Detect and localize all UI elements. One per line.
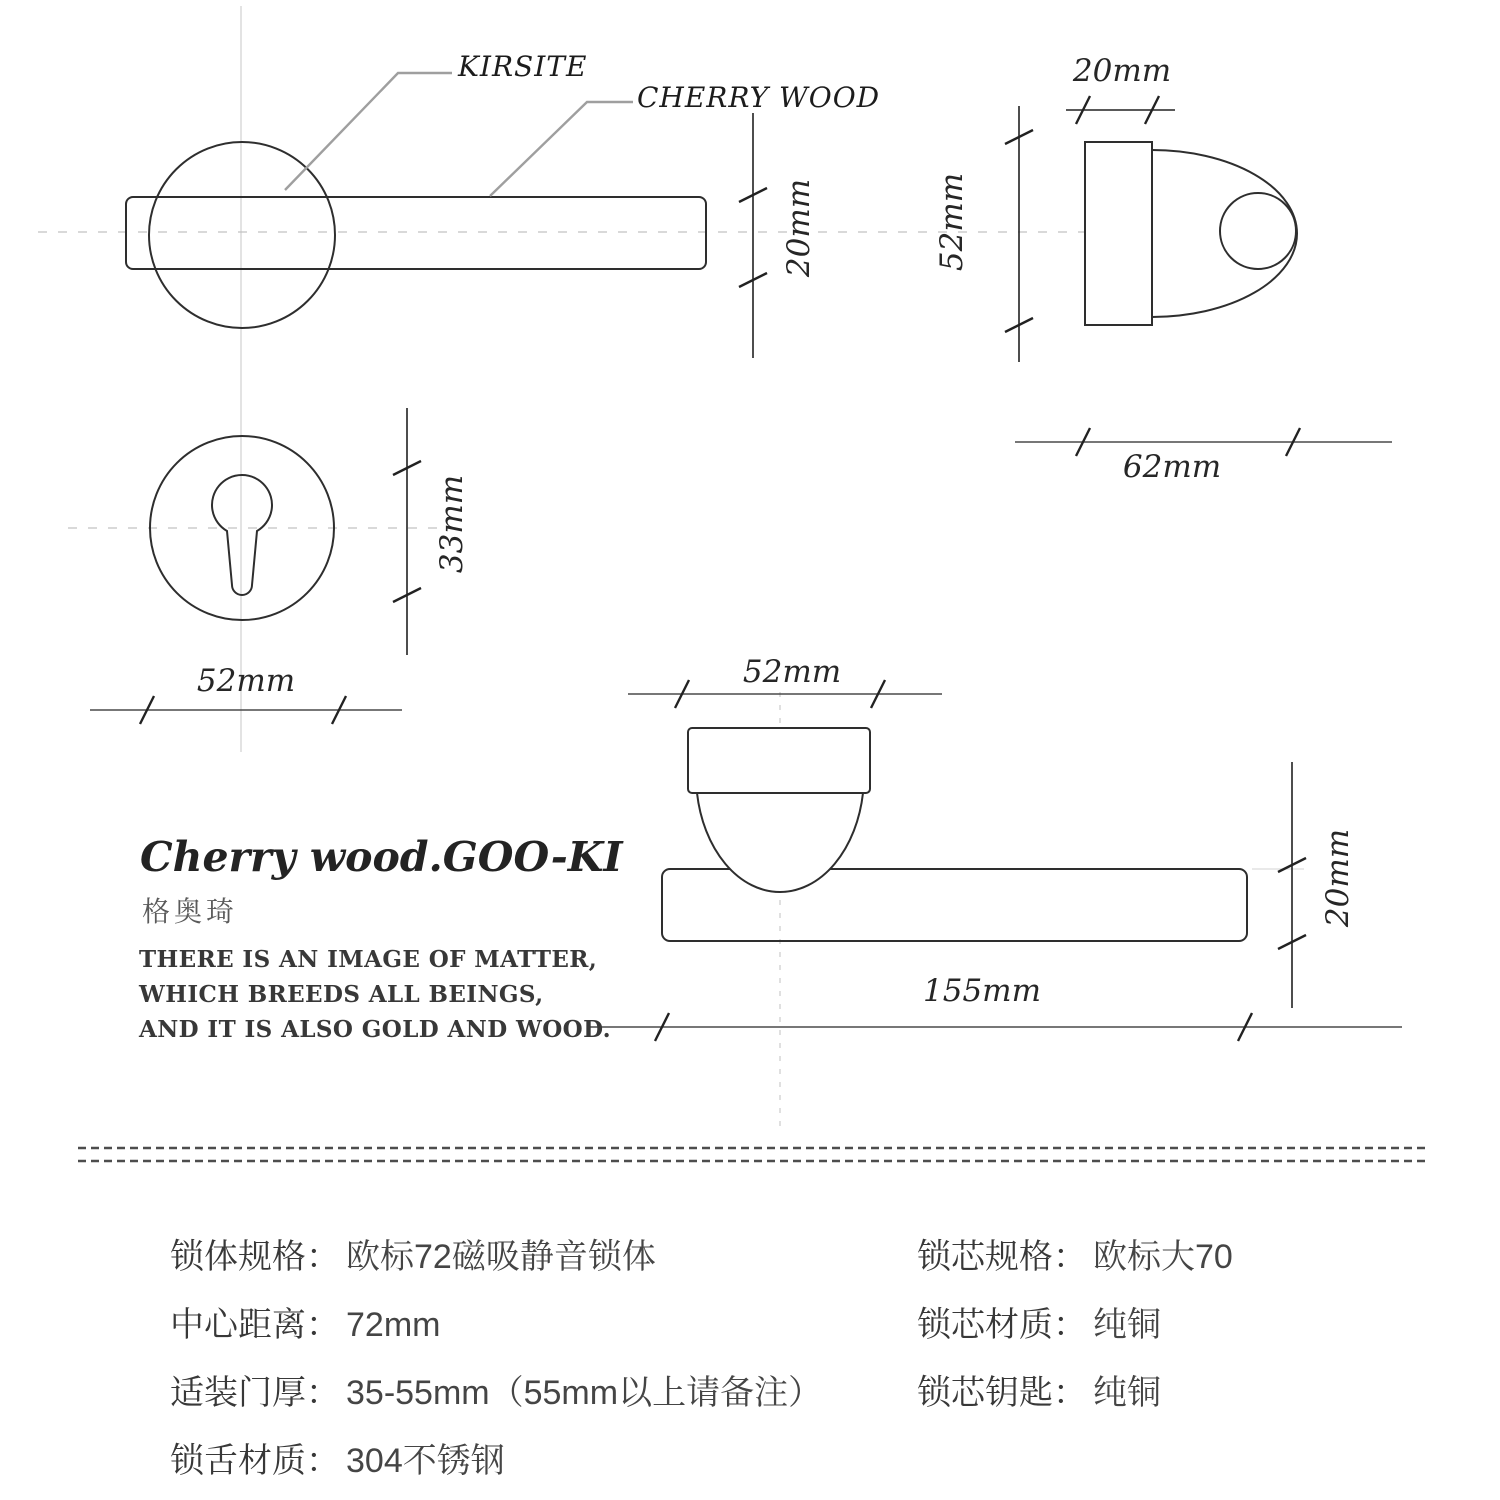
dim-escutcheon-diameter (90, 696, 402, 724)
spec-label: 锁芯钥匙： (917, 1374, 1087, 1412)
dim-label-side-62mm: 62mm (1122, 449, 1222, 485)
spec-cylinder-key (917, 1365, 1161, 1414)
dim-keyhole-height (393, 408, 421, 655)
spec-cylinder-material (917, 1297, 1161, 1346)
spec-lock-body (170, 1229, 656, 1278)
spec-bolt-material (170, 1433, 505, 1482)
knob-dome-top (697, 793, 863, 892)
spec-value: 纯铜 (1093, 1374, 1161, 1412)
spec-label: 适装门厚： (170, 1374, 340, 1412)
cherry-wood-leader-line (490, 102, 633, 196)
spec-label: 中心距离： (170, 1306, 340, 1344)
spec-label: 锁芯材质： (917, 1306, 1087, 1344)
brand-chinese-name: 格奥琦 (142, 896, 239, 927)
spec-label: 锁舌材质： (170, 1442, 340, 1480)
dim-label-front-20mm: 20mm (781, 178, 817, 278)
spec-door-thickness (170, 1365, 822, 1414)
spec-value: 欧标大70 (1093, 1238, 1233, 1276)
brand-tagline-line2: WHICH BREEDS ALL BEINGS, (139, 981, 544, 1008)
spec-center-distance (170, 1297, 440, 1346)
dim-label-side-20mm: 20mm (1072, 53, 1172, 89)
dim-side-height (1005, 106, 1033, 362)
dim-label-top-20mm: 20mm (1320, 828, 1356, 928)
dim-top-thickness (1278, 762, 1306, 1008)
spec-label: 锁芯规格： (917, 1238, 1087, 1276)
spec-value: 304不锈钢 (346, 1442, 505, 1480)
spec-value: 72mm (346, 1306, 441, 1344)
dim-label-escutcheon-52mm: 52mm (196, 663, 296, 699)
knob-end-circle (1220, 193, 1296, 269)
brand-tagline-line3: AND IT IS ALSO GOLD AND WOOD. (139, 1016, 612, 1043)
dim-label-keyhole-33mm: 33mm (434, 474, 470, 574)
dim-label-top-52mm: 52mm (742, 654, 842, 690)
side-view (1005, 96, 1392, 456)
spec-label: 锁体规格： (170, 1238, 340, 1276)
brand-name: Cherry wood.GOO-KI (140, 833, 623, 881)
dim-label-top-155mm: 155mm (923, 973, 1041, 1009)
front-view (126, 73, 767, 358)
keyhole-shape (212, 475, 272, 595)
rosette-top-rect (688, 728, 870, 793)
dim-front-thickness (739, 113, 767, 358)
section-divider (78, 1148, 1430, 1161)
spec-cylinder-spec (917, 1229, 1233, 1278)
dim-label-side-52mm: 52mm (934, 172, 970, 272)
dim-side-depth (1066, 96, 1175, 124)
spec-value: 纯铜 (1093, 1306, 1161, 1344)
knob-circle (149, 142, 335, 328)
spec-value: 欧标72磁吸静音锁体 (346, 1238, 656, 1276)
escutcheon-circle (150, 436, 334, 620)
dim-top-length (588, 1013, 1402, 1041)
brand-tagline-line1: THERE IS AN IMAGE OF MATTER, (139, 946, 598, 973)
cherry-wood-label: CHERRY WOOD (637, 81, 881, 114)
rosette-side-rect (1085, 142, 1152, 325)
kirsite-label: KIRSITE (458, 50, 588, 83)
lever-bar (126, 197, 706, 269)
spec-value: 35-55mm（55mm以上请备注） (346, 1374, 823, 1412)
